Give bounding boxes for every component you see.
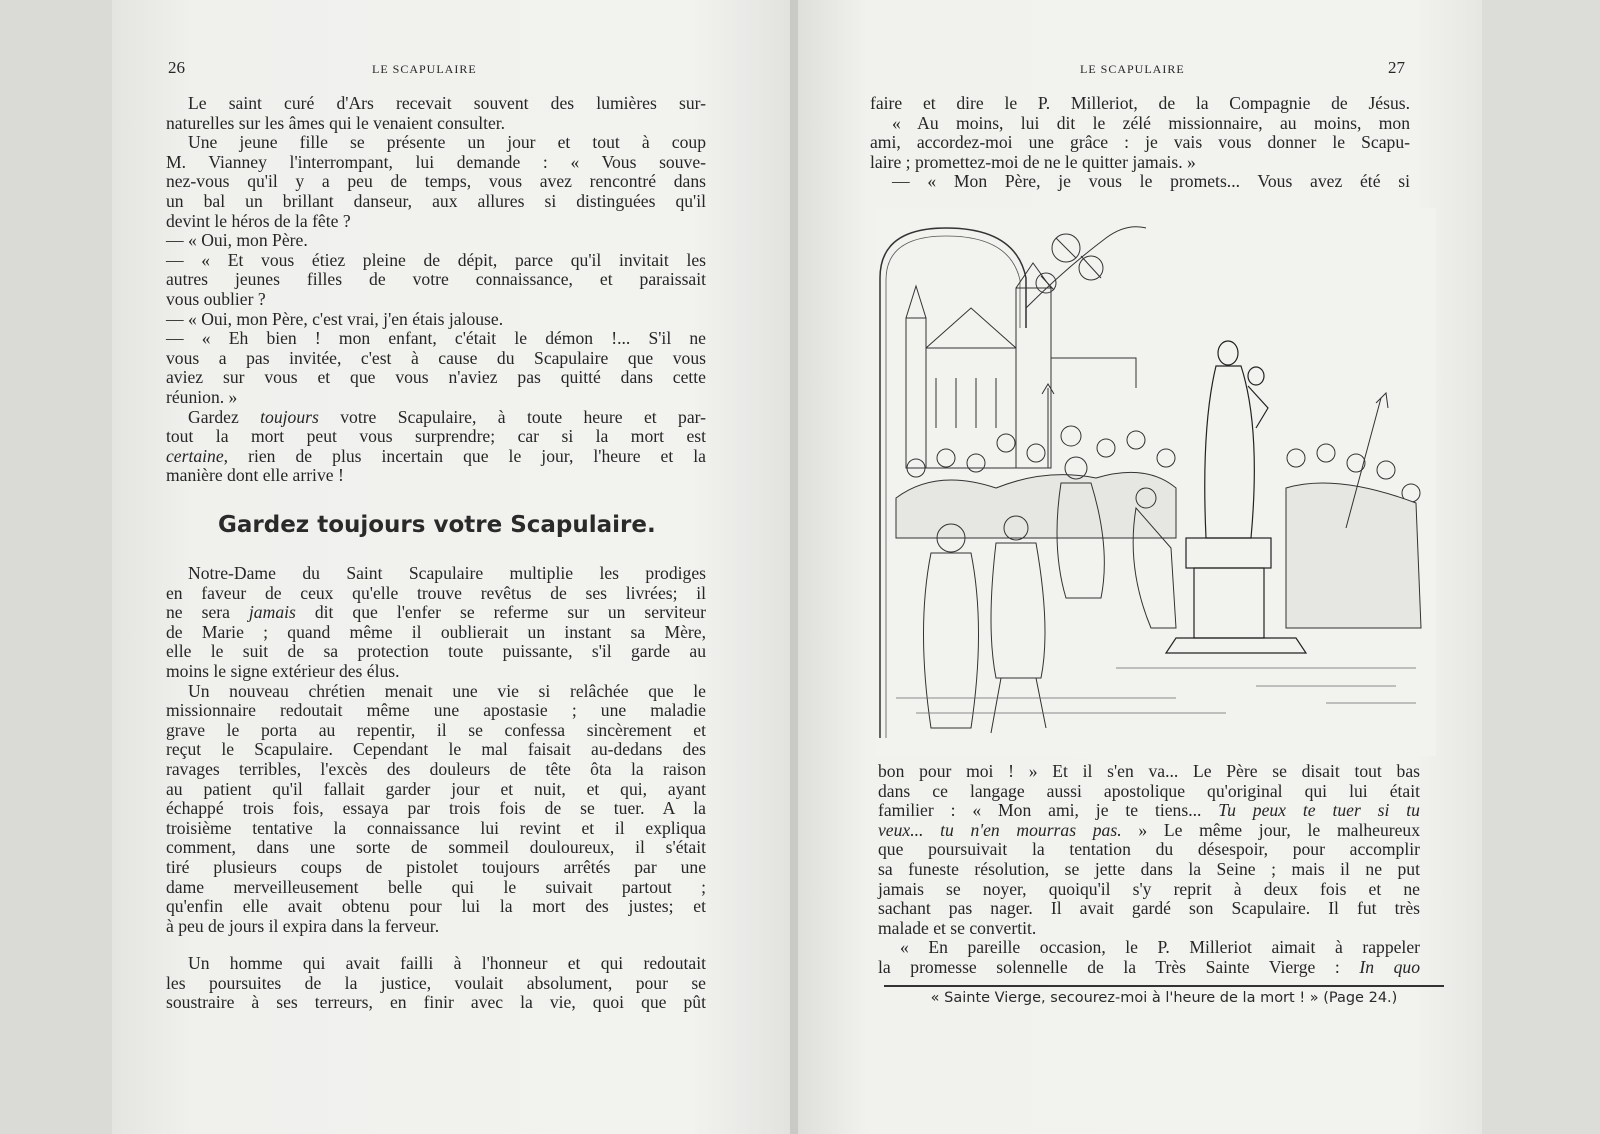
right-body-top	[870, 94, 1410, 192]
left-p1-line: aviez sur vous et que vous n'aviez pas quitté dans cette	[166, 367, 706, 388]
illustration-caption: « Sainte Vierge, secourez-moi à l'heure de la mort ! » (Page 24.)	[930, 990, 1398, 1006]
left-nouveau-line: missionnaire redoutait même une apostasie ; une maladie	[166, 700, 706, 721]
right-top-line: faire et dire le P. Milleriot, de la Compagnie de Jésus.	[870, 93, 1410, 113]
left-p1-line: Le saint curé d'Ars recevait souvent des lumières sur-	[188, 93, 706, 113]
scan-margin-left	[0, 0, 112, 1134]
left-nouveau-line: troisième tentative la connaissance lui revint et il expliqua	[166, 817, 706, 838]
right-body-bottom	[878, 762, 1420, 978]
left-p1-line: vous oublier ?	[166, 288, 266, 309]
section-heading: Gardez toujours votre Scapulaire.	[218, 512, 656, 538]
left-nd-rest-line: elle le suit de sa protection toute puissante, s'il garde au	[166, 641, 706, 662]
left-nouveau-line: dame merveilleusement belle qui le suivait partout ;	[166, 876, 706, 897]
right-last-line-2: la promesse solennelle de la Très Sainte Vierge : In quo	[878, 956, 1420, 977]
right-bottom-line-4: veux... tu n'en mourras pas. » Le même jour, le malheureux	[878, 819, 1421, 840]
left-p1-line: devint le héros de la fête ?	[166, 210, 351, 231]
left-nouveau-line: à peu de jours il expira dans la ferveur.	[166, 915, 440, 936]
left-nd-rest-line: moins le signe extérieur des élus.	[166, 660, 400, 681]
nd-line-1: Notre-Dame du Saint Scapulaire multiplie les prodiges	[188, 563, 706, 583]
left-p1-line: nez-vous qu'il y a peu de temps, vous avez rencontré dans	[166, 171, 706, 192]
right-bottom-rest	[878, 840, 1420, 938]
right-top-line: ami, accordez-moi une grâce : je vais vous donner le Scapu-	[870, 132, 1410, 153]
right-running-head: LE SCAPULAIRE	[1080, 62, 1185, 76]
right-last-line-1: « En pareille occasion, le P. Milleriot aimait à rappeler	[900, 937, 1420, 958]
left-p1-line: autres jeunes filles de votre connaissance, et paraissait	[166, 269, 706, 290]
left-p1-line: réunion. »	[166, 386, 238, 407]
left-nouveau-line: échappé trois fois, essaya par trois fois de se tuer. A la	[166, 798, 706, 819]
left-p1-line: — « Et vous étiez pleine de dépit, parce qu'il invitait les	[166, 249, 706, 270]
engraving-virgin-statue-crowd-icon	[876, 208, 1436, 756]
left-homme-line: soustraire à ses terreurs, en finir avec la vie, quoi que pût	[166, 992, 706, 1013]
right-bottom-rest-line: sa funeste résolution, se jette dans la Seine ; mais il ne put	[878, 858, 1420, 879]
left-body-bottom	[166, 954, 706, 1013]
scan-margin-right	[1482, 0, 1600, 1134]
garde-line-3: certaine, rien de plus incertain que le jour, l'heure et la	[166, 445, 706, 466]
right-bottom-rest-line: jamais se noyer, quoiqu'il s'y reprit à deux fois et ne	[878, 878, 1420, 899]
left-running-head: LE SCAPULAIRE	[372, 62, 477, 76]
left-body-middle	[166, 564, 706, 936]
right-top-line: — « Mon Père, je vous le promets... Vous avez été si	[892, 171, 1410, 192]
milleriot-passage	[870, 94, 1410, 192]
curé-d-ars-passage	[166, 94, 706, 408]
nouveau-chretien-passage	[166, 682, 706, 937]
right-page-number: 27	[1388, 58, 1405, 77]
right-top-line: laire ; promettez-moi de ne le quitter jamais. »	[870, 151, 1196, 172]
left-homme-line: les poursuites de la justice, voulait absolument, pour se	[166, 972, 706, 993]
left-p1-line: — « Oui, mon Père.	[166, 230, 308, 251]
right-bottom-rest-line: malade et se convertit.	[878, 917, 1037, 938]
left-nouveau-line: au patient qu'il fallait garder jour et nuit, et qui, ayant	[166, 778, 706, 799]
garde-line-2: tout la mort peut vous surprendre; car si la mort est	[166, 426, 706, 447]
left-nouveau-line: reçut le Scapulaire. Cependant le mal faisait au-dedans des	[166, 739, 706, 760]
left-p1-line: — « Oui, mon Père, c'est vrai, j'en étais jalouse.	[166, 308, 504, 329]
left-nouveau-line: ravages terribles, l'excès des douleurs de tête ôta la raison	[166, 758, 706, 779]
left-nouveau-line: Un nouveau chrétien menait une vie si relâchée que le	[188, 680, 706, 701]
homme-passage	[166, 954, 706, 1013]
left-p1-line: — « Eh bien ! mon enfant, c'était le démon !... S'il ne	[166, 328, 706, 349]
left-nouveau-line: qu'enfin elle avait obtenu pour lui la mort des justes; et	[166, 896, 706, 917]
caption-rule	[884, 985, 1444, 987]
right-top-line: « Au moins, lui dit le zélé missionnaire, au moins, mon	[892, 112, 1410, 133]
left-homme-line: Un homme qui avait failli à l'honneur et qui redoutait	[188, 953, 706, 973]
left-body-top	[166, 94, 706, 486]
left-nouveau-line: tiré plusieurs coups de pistolet toujours arrêtés par une	[166, 856, 706, 877]
right-bottom-rest-line: sachant pas nager. Il avait gardé son Scapulaire. Il fut très	[878, 898, 1420, 919]
nd-line-2: en faveur de ceux qu'elle trouve revêtus de ses livrées; il	[166, 582, 706, 603]
nd-rest	[166, 623, 706, 682]
left-p1-line: naturelles sur les âmes qui le venaient consulter.	[166, 112, 506, 133]
right-bottom-line-3: familier : « Mon ami, je te tiens... Tu peux te tuer si tu	[878, 800, 1420, 821]
right-bottom-line-2: dans ce langage aussi apostolique qu'original qui lui était	[878, 780, 1420, 801]
left-page-number: 26	[168, 58, 185, 77]
right-bottom-line-1: bon pour moi ! » Et il s'en va... Le Père se disait tout bas	[878, 761, 1420, 781]
left-nouveau-line: grave le porta au repentir, il se confessa sincèrement et	[166, 719, 706, 740]
left-p1-line: vous a pas invitée, c'est à cause du Scapulaire que vous	[166, 347, 706, 368]
left-p1-line: un bal un brillant danseur, aux allures si distinguées qu'il	[166, 190, 706, 211]
left-nd-rest-line: de Marie ; quand même il oublierait un instant sa Mère,	[166, 621, 706, 642]
garde-line-1: Gardez toujours votre Scapulaire, à toute heure et par-	[188, 406, 706, 427]
left-p1-line: Une jeune fille se présente un jour et tout à coup	[188, 132, 706, 153]
right-bottom-rest-line: que poursuivait la tentation du désespoir, pour accomplir	[878, 839, 1420, 860]
nd-line-3: ne sera jamais dit que l'enfer se referme sur un serviteur	[166, 602, 706, 623]
left-p1-line: M. Vianney l'interrompant, lui demande : « Vous souve-	[166, 151, 706, 172]
garde-line-4: manière dont elle arrive !	[166, 465, 344, 486]
left-nouveau-line: comment, dans une sorte de sommeil douloureux, il s'était	[166, 837, 706, 858]
